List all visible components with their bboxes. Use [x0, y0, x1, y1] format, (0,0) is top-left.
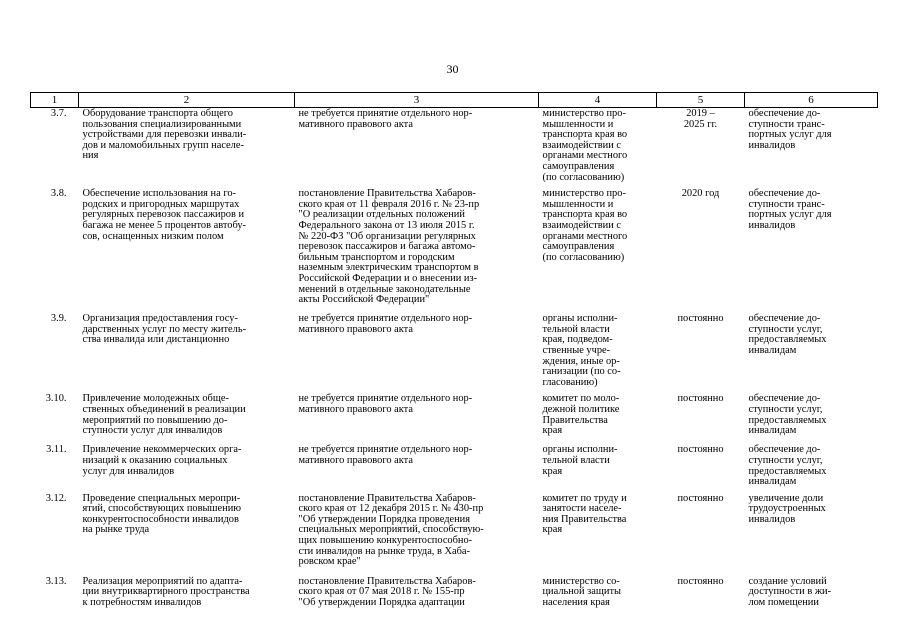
- row-number: 3.8.: [50, 188, 67, 200]
- table-body: [31, 108, 878, 614]
- header-cell-2: 2: [79, 93, 295, 108]
- row-result: обеспечение до- ступности услуг, предоставляемых инвалидам: [748, 393, 827, 437]
- row-period: постоянно: [677, 444, 724, 456]
- row-result: увеличение доли трудоустроенных инвалидов: [748, 492, 826, 525]
- table-row: [31, 393, 878, 444]
- row-number: 3.9.: [50, 313, 67, 325]
- table-header: [31, 93, 878, 108]
- row-result: создание условий доступности в жи- лом помещении: [748, 575, 832, 608]
- header-cell-3: 3: [295, 93, 539, 108]
- row-executor: органы исполни- тельной власти края: [542, 444, 618, 477]
- row-result: обеспечение до- ступности услуг, предоставляемых инвалидам: [748, 444, 827, 488]
- row-period: 2020 год: [681, 188, 720, 200]
- table-row: [31, 188, 878, 313]
- row-period: постоянно: [677, 575, 724, 587]
- page-number: 30: [446, 62, 459, 76]
- row-executor: министерство про- мышленности и транспорта края во взаимодействии с органами местного самоуправления (по согласованию): [542, 108, 628, 183]
- row-executor: комитет по труду и занятости населе- ния Правительства края: [542, 492, 627, 536]
- row-number: 3.7.: [50, 108, 67, 119]
- row-measure: Реализация мероприятий по адапта- ции внутриквартирного пространства к потребностям инвалидов: [82, 575, 250, 608]
- row-executor: министерство про- мышленности и транспорта края во взаимодействии с органами местного самоуправления (по согласованию): [542, 188, 628, 263]
- header-cell-5: 5: [657, 93, 745, 108]
- table-row: [31, 108, 878, 189]
- row-legal-act: постановление Правительства Хабаров- ского края от 11 февраля 2016 г. № 23-пр "О реализации отдельных положений Федерального закона от 13 июля 2015 г. № 220-ФЗ "Об организации регулярных перевозок пассажиров и багажа автомо- бильным транспортом и городским наземным электрическим транспортом в Российской Федерации и о внесении из- менений в отдельные законодательные акты Российской Федерации": [298, 188, 480, 306]
- row-legal-act: не требуется принятие отдельного нор- мативного правового акта: [298, 313, 473, 335]
- table-row: [31, 444, 878, 492]
- header-cell-6: 6: [745, 93, 878, 108]
- header-cell-4: 4: [539, 93, 657, 108]
- row-measure: Проведение специальных меропри- ятий, способствующих повышению конкурентоспособности инвалидов на рынке труда: [82, 492, 242, 536]
- row-executor: комитет по моло- дежной политике Правительства края: [542, 393, 620, 437]
- row-period: постоянно: [677, 492, 724, 504]
- row-measure: Организация предоставления госу- дарственных услуг по месту житель- ства инвалида или дистанционно: [82, 313, 247, 346]
- header-cell-1: 1: [31, 93, 79, 108]
- row-legal-act: постановление Правительства Хабаров- ского края от 12 декабря 2015 г. № 430-пр "Об утверждении Порядка проведения специальных мероприятий, способствую- щих повышению конкурентоспособно- сти инвалидов на рынке труда, в Хаба- ровском крае": [298, 492, 484, 568]
- row-measure: Привлечение некоммерческих орга- низаций к оказанию социальных услуг для инвалидов: [82, 444, 242, 477]
- row-executor: органы исполни- тельной власти края, подведом- ственные учре- ждения, иные ор- ганизации (по со- гласованию): [542, 313, 621, 388]
- row-result: обеспечение до- ступности услуг, предоставляемых инвалидам: [748, 313, 827, 356]
- row-result: обеспечение до- ступности транс- портных услуг для инвалидов: [748, 108, 832, 151]
- row-measure: Обеспечение использования на го- родских и пригородных маршрутах регулярных перевозок пассажиров и багажа не менее 5 процентов автобу- сов, оснащенных низким полом: [82, 188, 246, 242]
- row-period: постоянно: [677, 393, 724, 405]
- row-number: 3.11.: [46, 444, 67, 456]
- measures-table: [30, 92, 878, 613]
- row-number: 3.10.: [45, 393, 67, 405]
- row-legal-act: постановление Правительства Хабаров- ского края от 07 мая 2018 г. № 155-пр "Об утверждении Порядка адаптации: [298, 575, 476, 608]
- row-measure: Оборудование транспорта общего пользования специализированными устройствами для перевозки инвали- дов и маломобильных групп населе- ния: [82, 108, 247, 162]
- table-row: [31, 576, 878, 614]
- row-number: 3.13.: [45, 575, 67, 587]
- table-row: [31, 313, 878, 393]
- table-row: [31, 493, 878, 576]
- row-period: постоянно: [677, 313, 724, 325]
- row-executor: министерство со- циальной защиты населения края: [542, 575, 621, 608]
- row-legal-act: не требуется принятие отдельного нор- мативного правового акта: [298, 393, 473, 415]
- row-result: обеспечение до- ступности транс- портных услуг для инвалидов: [748, 188, 832, 231]
- row-legal-act: не требуется принятие отдельного нор- мативного правового акта: [298, 108, 473, 130]
- row-legal-act: не требуется принятие отдельного нор- мативного правового акта: [298, 444, 473, 466]
- row-period: 2019 – 2025 гг.: [683, 108, 718, 130]
- row-number: 3.12.: [45, 492, 67, 504]
- row-measure: Привлечение молодежных обще- ственных объединений в реализации мероприятий по повышению до- ступности услуг для инвалидов: [82, 393, 246, 437]
